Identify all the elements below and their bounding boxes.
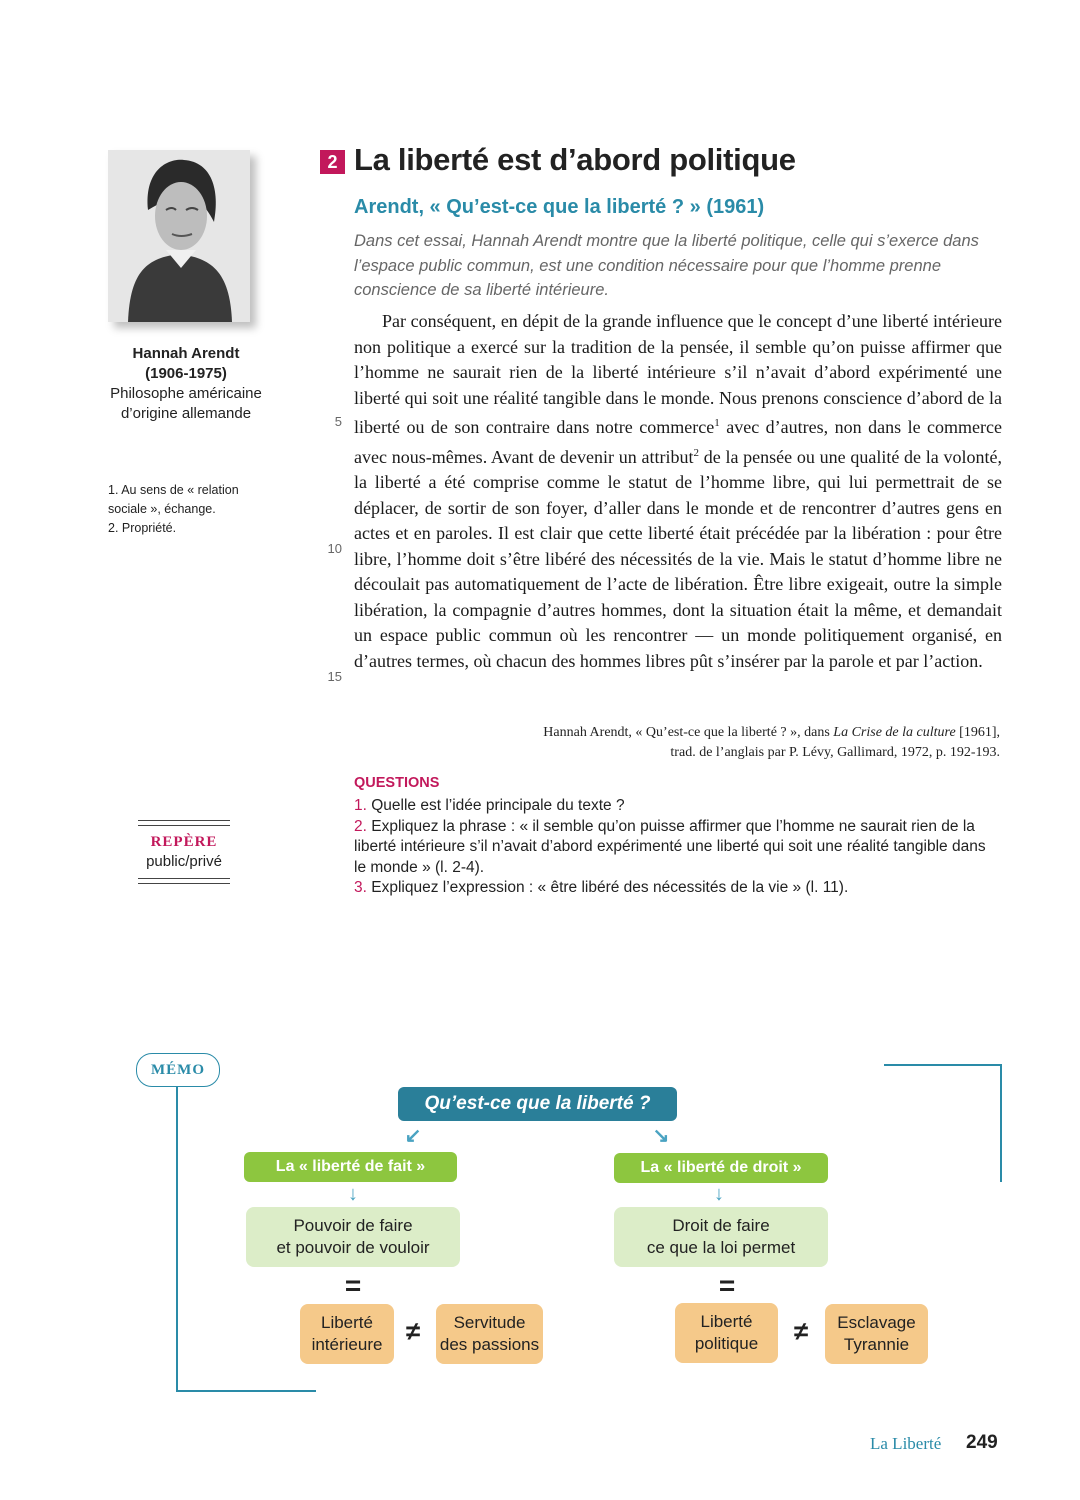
arrow-down-icon: ↓ [714, 1183, 724, 1205]
left-opposite-line-1: Servitude [453, 1313, 526, 1332]
footnote-ref-1: 1 [714, 417, 720, 429]
text-subtitle: Arendt, « Qu’est-ce que la liberté ? » (1961) [354, 196, 765, 218]
footer-chapter: La Liberté [870, 1434, 942, 1453]
right-branch-label: La « liberté de droit » [614, 1153, 828, 1183]
right-opposite-line-1: Esclavage [837, 1313, 916, 1332]
question-number: 1. [354, 797, 367, 814]
source-line-2: trad. de l’anglais par P. Lévy, Gallimard, 1972, p. 192-193. [670, 745, 1000, 760]
repere-label: REPÈRE [150, 834, 218, 850]
footnote-ref-2: 2 [693, 446, 699, 459]
question-text: Quelle est l’idée principale du texte ? [366, 797, 625, 814]
page-title: La liberté est d’abord politique [354, 142, 796, 177]
source-line-1 [354, 723, 1000, 743]
left-concept-line-1: Liberté [321, 1313, 373, 1332]
left-opposite-line-2: des passions [439, 1335, 540, 1354]
right-opposite-line-2: Tyrannie [843, 1335, 910, 1354]
arrow-down-right-icon: ↘ [652, 1125, 670, 1147]
section-number: 2 [320, 150, 345, 174]
question-item [354, 817, 994, 879]
arrow-down-left-icon: ↙ [404, 1125, 422, 1147]
text-part-1: Par conséquent, en dépit de la grande influence que le concept d’une liberté intérieure non politique a exercé sur la tradition de la pensée, il semble qu’on puisse affirmer que l’homme ne saurait rien de la liberté intérieure s’il n’avait d’abord expérimenté une liberté qui soit une réalité tangible dans le monde. Nous prenons conscience d’abord de la liberté ou de son contraire dans notre commerce [354, 311, 1002, 437]
arrow-down-icon: ↓ [348, 1183, 358, 1205]
author-portrait [108, 150, 250, 322]
repere-box [138, 820, 230, 884]
left-branch-label: La « liberté de fait » [244, 1152, 457, 1182]
right-opposite [825, 1304, 928, 1364]
questions-list [354, 796, 994, 899]
left-definition [246, 1207, 460, 1267]
right-definition-line-2: ce que la loi permet [646, 1238, 796, 1257]
main-paragraph [354, 309, 1002, 674]
footnote-2: 2. Propriété. [108, 521, 177, 535]
right-concept-line-1: Liberté [700, 1312, 753, 1331]
text-part-3: de la pensée ou une qualité de la volonté, la liberté a été comprise comme le statut de l’homme libre, qui lui permettrait de se déplacer, de sortir de son foyer, d’aller dans le monde et de rencontrer d’autres gens en actes et en paroles. Il est clair que cette liberté était précédée par la libération : pour être libre, l’homme doit s’être libéré des nécessités de la vie. Mais le statut d’homme libre ne découlait pas automatiquement de l’acte de libération. Être libre exigeait, outre la simple libération, la compagnie d’autres hommes, dont la situation était la même, et demandait un espace public commun où les rencontrer — un monde politiquement organisé, en d’autres termes, où chacun des hommes libres pût s’insérer par la parole et par l’action. [354, 446, 1002, 671]
left-definition-line-1: Pouvoir de faire [293, 1216, 413, 1235]
author-role-line2: d’origine allemande [120, 405, 252, 422]
right-definition [614, 1207, 828, 1267]
repere-bottom-rule [138, 878, 230, 884]
line-number-10: 10 [327, 541, 342, 556]
line-number-5: 5 [334, 414, 342, 429]
not-equal-sign-left: ≠ [405, 1316, 421, 1346]
memo-frame-bottom [176, 1390, 316, 1392]
text-intro: Dans cet essai, Hannah Arendt montre que la liberté politique, celle qui s’exerce dans l’espace public commun, est une condition nécessaire pour que l’homme prenne conscience de sa liberté intérieure. [354, 232, 979, 299]
author-role-line1: Philosophe américaine [110, 385, 262, 402]
repere-value: public/privé [146, 853, 222, 870]
question-text: Expliquez la phrase : « il semble qu’on puisse affirmer que l’homme ne saurait rien de la liberté intérieure s’il n’avait d’abord expérimenté une liberté qui soit une réalité tangible dans le monde » (l. 2-4). [354, 817, 986, 876]
line-number-15: 15 [327, 669, 342, 684]
not-equal-sign-right: ≠ [793, 1316, 809, 1346]
repere-top-rule [138, 820, 230, 826]
right-concept-line-2: politique [694, 1334, 759, 1353]
memo-badge: MÉMO [136, 1053, 220, 1087]
author-name: Hannah Arendt [132, 345, 240, 362]
footnote-1: 1. Au sens de « relation sociale », échange. [108, 483, 239, 516]
text-part-2: avec d’autres, non dans le commerce avec nous-mêmes. Avant de devenir un attribut [354, 417, 1002, 467]
memo-frame-left [176, 1085, 178, 1392]
footnotes [108, 481, 298, 538]
question-item [354, 878, 994, 899]
source-citation [354, 723, 1000, 763]
question-number: 2. [354, 817, 367, 835]
source-book-title: La Crise de la culture [833, 725, 956, 740]
left-concept [300, 1304, 394, 1364]
author-caption [108, 344, 264, 424]
right-concept [675, 1303, 778, 1363]
left-opposite [436, 1304, 543, 1364]
memo-frame-right [1000, 1064, 1002, 1182]
equals-sign-left: = [344, 1270, 362, 1301]
memo-question: Qu’est-ce que la liberté ? [398, 1087, 677, 1121]
question-text: Expliquez l’expression : « être libéré des nécessités de la vie » (l. 11). [366, 879, 849, 896]
question-number: 3. [354, 879, 367, 896]
source-year: [1961], [955, 725, 1000, 740]
author-dates: (1906-1975) [145, 365, 227, 382]
memo-frame-top [884, 1064, 1002, 1066]
right-definition-line-1: Droit de faire [672, 1216, 770, 1235]
questions-heading: QUESTIONS [354, 775, 440, 791]
portrait-image [108, 150, 250, 322]
question-item [354, 796, 994, 817]
left-concept-line-2: intérieure [311, 1335, 383, 1354]
page-number: 249 [966, 1432, 998, 1453]
main-text [354, 309, 1002, 674]
equals-sign-right: = [718, 1270, 736, 1301]
left-definition-line-2: et pouvoir de vouloir [276, 1238, 430, 1257]
source-author: Hannah Arendt, « Qu’est-ce que la liberté ? », dans [543, 725, 834, 740]
